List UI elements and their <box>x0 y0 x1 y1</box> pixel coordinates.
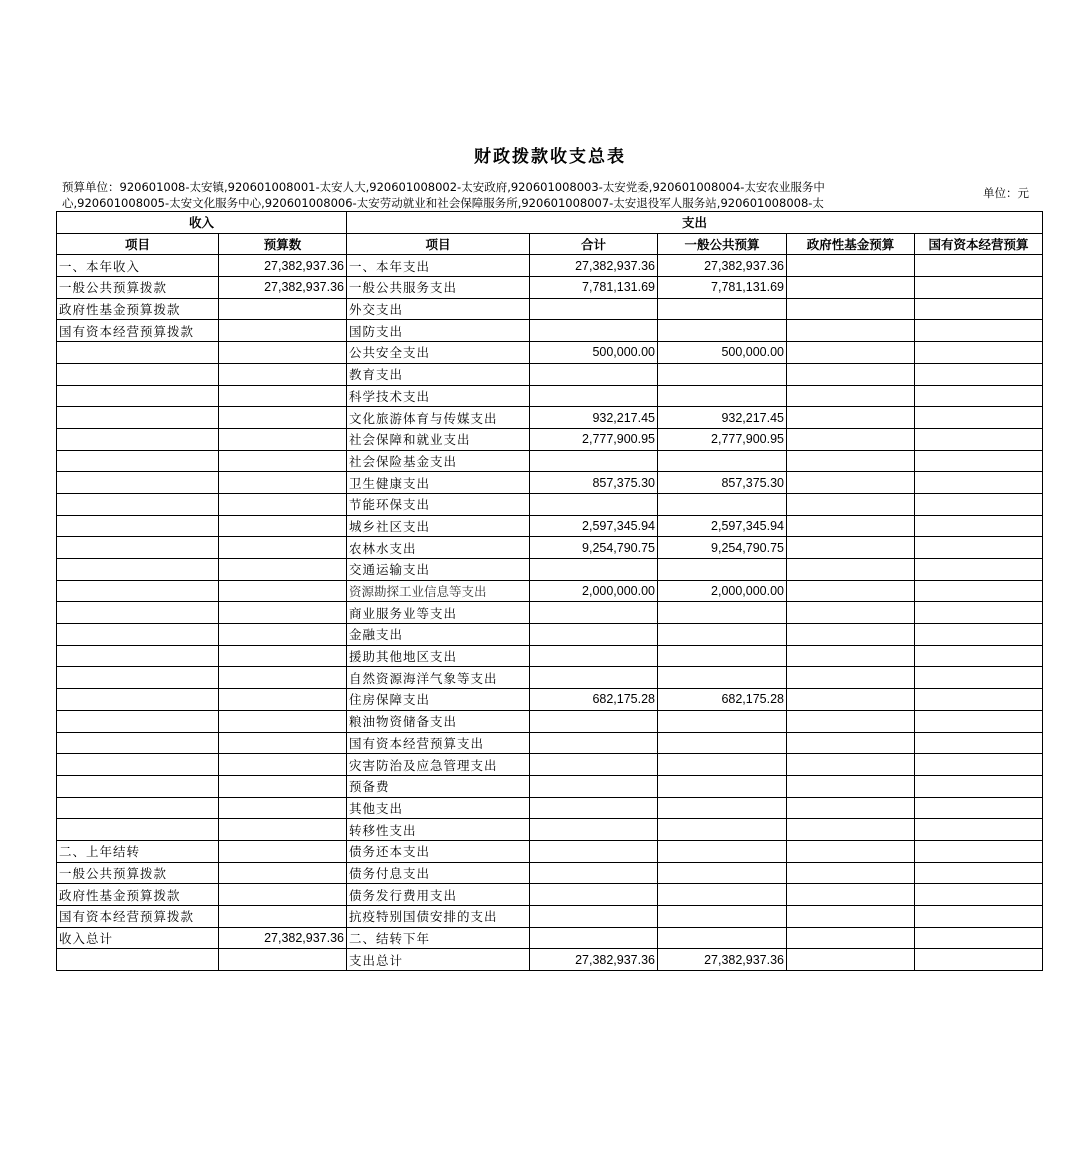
gov-fund-amount <box>787 342 915 364</box>
expense-item: 预备费 <box>347 775 530 797</box>
expense-item: 农林水支出 <box>347 537 530 559</box>
income-item <box>57 667 219 689</box>
expense-item: 文化旅游体育与传媒支出 <box>347 407 530 429</box>
income-item <box>57 580 219 602</box>
total-amount <box>530 732 658 754</box>
gov-fund-amount <box>787 320 915 342</box>
expense-item: 转移性支出 <box>347 819 530 841</box>
income-amount <box>219 797 347 819</box>
state-capital-amount <box>915 667 1043 689</box>
table-row <box>57 515 1043 537</box>
total-amount: 9,254,790.75 <box>530 537 658 559</box>
income-amount <box>219 450 347 472</box>
gov-fund-amount <box>787 277 915 299</box>
table-row <box>57 775 1043 797</box>
table-row <box>57 363 1043 385</box>
table-row <box>57 862 1043 884</box>
general-public-amount <box>658 298 787 320</box>
table-row <box>57 667 1043 689</box>
total-amount <box>530 862 658 884</box>
gov-fund-amount <box>787 472 915 494</box>
state-capital-amount <box>915 255 1043 277</box>
gov-fund-amount <box>787 255 915 277</box>
income-item <box>57 949 219 971</box>
income-amount <box>219 624 347 646</box>
gov-fund-amount <box>787 689 915 711</box>
total-amount <box>530 602 658 624</box>
gov-fund-amount <box>787 428 915 450</box>
total-amount <box>530 320 658 342</box>
income-amount <box>219 580 347 602</box>
state-capital-amount <box>915 515 1043 537</box>
expense-item: 国有资本经营预算支出 <box>347 732 530 754</box>
income-amount <box>219 428 347 450</box>
state-capital-amount <box>915 710 1043 732</box>
income-item <box>57 385 219 407</box>
general-public-amount: 682,175.28 <box>658 689 787 711</box>
expense-item: 社会保险基金支出 <box>347 450 530 472</box>
expense-item: 一、本年支出 <box>347 255 530 277</box>
unit-label: 单位：元 <box>983 186 1029 200</box>
state-capital-amount <box>915 927 1043 949</box>
total-amount <box>530 710 658 732</box>
gov-fund-amount <box>787 407 915 429</box>
income-amount: 27,382,937.36 <box>219 277 347 299</box>
income-item: 国有资本经营预算拨款 <box>57 320 219 342</box>
table-row <box>57 320 1043 342</box>
income-item <box>57 559 219 581</box>
col-state-capital: 国有资本经营预算 <box>915 233 1043 255</box>
state-capital-amount <box>915 407 1043 429</box>
header-row-columns <box>57 233 1043 255</box>
table-row <box>57 732 1043 754</box>
gov-fund-amount <box>787 363 915 385</box>
total-amount: 932,217.45 <box>530 407 658 429</box>
general-public-amount <box>658 624 787 646</box>
general-public-amount: 857,375.30 <box>658 472 787 494</box>
income-amount <box>219 710 347 732</box>
income-item <box>57 754 219 776</box>
total-amount <box>530 754 658 776</box>
state-capital-amount <box>915 493 1043 515</box>
total-amount <box>530 385 658 407</box>
general-public-amount <box>658 927 787 949</box>
income-item <box>57 515 219 537</box>
total-amount: 2,597,345.94 <box>530 515 658 537</box>
col-expense-item: 项目 <box>347 233 530 255</box>
total-amount: 500,000.00 <box>530 342 658 364</box>
expense-item: 科学技术支出 <box>347 385 530 407</box>
table-row <box>57 884 1043 906</box>
income-item: 二、上年结转 <box>57 840 219 862</box>
state-capital-amount <box>915 277 1043 299</box>
expense-item: 交通运输支出 <box>347 559 530 581</box>
expense-item: 资源勘探工业信息等支出 <box>347 580 530 602</box>
state-capital-amount <box>915 580 1043 602</box>
total-amount <box>530 927 658 949</box>
state-capital-amount <box>915 428 1043 450</box>
income-item <box>57 710 219 732</box>
gov-fund-amount <box>787 862 915 884</box>
income-amount <box>219 385 347 407</box>
income-amount <box>219 949 347 971</box>
income-item <box>57 363 219 385</box>
state-capital-amount <box>915 298 1043 320</box>
expense-item: 商业服务业等支出 <box>347 602 530 624</box>
state-capital-amount <box>915 862 1043 884</box>
total-amount: 2,000,000.00 <box>530 580 658 602</box>
expense-item: 抗疫特别国债安排的支出 <box>347 906 530 928</box>
expense-item: 债务付息支出 <box>347 862 530 884</box>
income-amount <box>219 320 347 342</box>
total-amount <box>530 906 658 928</box>
income-amount: 27,382,937.36 <box>219 927 347 949</box>
general-public-amount <box>658 450 787 472</box>
general-public-amount <box>658 602 787 624</box>
gov-fund-amount <box>787 927 915 949</box>
gov-fund-amount <box>787 797 915 819</box>
table-row <box>57 645 1043 667</box>
state-capital-amount <box>915 342 1043 364</box>
state-capital-amount <box>915 840 1043 862</box>
general-public-amount: 7,781,131.69 <box>658 277 787 299</box>
income-item <box>57 472 219 494</box>
gov-fund-amount <box>787 819 915 841</box>
general-public-amount <box>658 667 787 689</box>
general-public-amount <box>658 732 787 754</box>
gov-fund-amount <box>787 515 915 537</box>
expense-item: 住房保障支出 <box>347 689 530 711</box>
income-amount: 27,382,937.36 <box>219 255 347 277</box>
gov-fund-amount <box>787 450 915 472</box>
general-public-amount <box>658 559 787 581</box>
total-amount <box>530 559 658 581</box>
table-row <box>57 927 1043 949</box>
general-public-amount: 27,382,937.36 <box>658 949 787 971</box>
general-public-amount <box>658 363 787 385</box>
table-row <box>57 602 1043 624</box>
income-amount <box>219 602 347 624</box>
gov-fund-amount <box>787 906 915 928</box>
general-public-amount: 2,000,000.00 <box>658 580 787 602</box>
col-income-item: 项目 <box>57 233 219 255</box>
total-amount <box>530 363 658 385</box>
state-capital-amount <box>915 689 1043 711</box>
header-row-groups <box>57 212 1043 234</box>
income-amount <box>219 819 347 841</box>
table-row <box>57 472 1043 494</box>
table-row <box>57 298 1043 320</box>
table-row <box>57 624 1043 646</box>
state-capital-amount <box>915 363 1043 385</box>
income-item <box>57 645 219 667</box>
income-amount <box>219 363 347 385</box>
income-amount <box>219 407 347 429</box>
income-item: 收入总计 <box>57 927 219 949</box>
total-amount <box>530 450 658 472</box>
income-amount <box>219 884 347 906</box>
state-capital-amount <box>915 949 1043 971</box>
state-capital-amount <box>915 906 1043 928</box>
general-public-amount <box>658 775 787 797</box>
gov-fund-amount <box>787 298 915 320</box>
income-item <box>57 602 219 624</box>
income-item: 国有资本经营预算拨款 <box>57 906 219 928</box>
gov-fund-amount <box>787 385 915 407</box>
income-item <box>57 537 219 559</box>
general-public-amount: 2,597,345.94 <box>658 515 787 537</box>
expense-item: 灾害防治及应急管理支出 <box>347 754 530 776</box>
gov-fund-amount <box>787 667 915 689</box>
total-amount <box>530 775 658 797</box>
total-amount <box>530 667 658 689</box>
state-capital-amount <box>915 385 1043 407</box>
total-amount <box>530 493 658 515</box>
income-item <box>57 819 219 841</box>
table-row <box>57 710 1043 732</box>
income-amount <box>219 342 347 364</box>
budget-table <box>56 211 1043 971</box>
expense-item: 卫生健康支出 <box>347 472 530 494</box>
income-amount <box>219 537 347 559</box>
income-amount <box>219 689 347 711</box>
table-row <box>57 949 1043 971</box>
total-amount: 2,777,900.95 <box>530 428 658 450</box>
gov-fund-amount <box>787 537 915 559</box>
gov-fund-amount <box>787 754 915 776</box>
total-amount <box>530 624 658 646</box>
table-row <box>57 493 1043 515</box>
general-public-amount: 500,000.00 <box>658 342 787 364</box>
total-amount: 27,382,937.36 <box>530 949 658 971</box>
gov-fund-amount <box>787 884 915 906</box>
income-amount <box>219 906 347 928</box>
expense-header: 支出 <box>347 212 1043 234</box>
income-item: 一、本年收入 <box>57 255 219 277</box>
expense-item: 支出总计 <box>347 949 530 971</box>
general-public-amount <box>658 840 787 862</box>
income-amount <box>219 862 347 884</box>
income-item: 政府性基金预算拨款 <box>57 298 219 320</box>
state-capital-amount <box>915 819 1043 841</box>
gov-fund-amount <box>787 775 915 797</box>
total-amount: 682,175.28 <box>530 689 658 711</box>
expense-item: 社会保障和就业支出 <box>347 428 530 450</box>
total-amount <box>530 797 658 819</box>
gov-fund-amount <box>787 949 915 971</box>
total-amount: 27,382,937.36 <box>530 255 658 277</box>
income-item <box>57 428 219 450</box>
state-capital-amount <box>915 624 1043 646</box>
income-amount <box>219 667 347 689</box>
table-row <box>57 407 1043 429</box>
general-public-amount <box>658 493 787 515</box>
general-public-amount <box>658 320 787 342</box>
page-title: 财政拨款收支总表 <box>474 147 626 167</box>
col-gov-fund: 政府性基金预算 <box>787 233 915 255</box>
expense-item: 粮油物资储备支出 <box>347 710 530 732</box>
expense-item: 公共安全支出 <box>347 342 530 364</box>
income-amount <box>219 732 347 754</box>
income-amount <box>219 472 347 494</box>
gov-fund-amount <box>787 710 915 732</box>
income-amount <box>219 559 347 581</box>
state-capital-amount <box>915 732 1043 754</box>
income-amount <box>219 840 347 862</box>
expense-item: 外交支出 <box>347 298 530 320</box>
expense-item: 金融支出 <box>347 624 530 646</box>
state-capital-amount <box>915 754 1043 776</box>
table-row <box>57 255 1043 277</box>
state-capital-amount <box>915 602 1043 624</box>
income-item: 政府性基金预算拨款 <box>57 884 219 906</box>
expense-item: 债务发行费用支出 <box>347 884 530 906</box>
state-capital-amount <box>915 537 1043 559</box>
table-row <box>57 385 1043 407</box>
gov-fund-amount <box>787 580 915 602</box>
general-public-amount <box>658 710 787 732</box>
table-row <box>57 342 1043 364</box>
general-public-amount <box>658 797 787 819</box>
table-row <box>57 689 1043 711</box>
income-amount <box>219 515 347 537</box>
general-public-amount: 9,254,790.75 <box>658 537 787 559</box>
expense-item: 节能环保支出 <box>347 493 530 515</box>
total-amount: 857,375.30 <box>530 472 658 494</box>
table-row <box>57 580 1043 602</box>
col-total: 合计 <box>530 233 658 255</box>
expense-item: 二、结转下年 <box>347 927 530 949</box>
income-item <box>57 450 219 472</box>
income-amount <box>219 645 347 667</box>
gov-fund-amount <box>787 602 915 624</box>
table-row <box>57 537 1043 559</box>
table-body <box>57 255 1043 971</box>
gov-fund-amount <box>787 645 915 667</box>
income-item <box>57 732 219 754</box>
expense-item: 一般公共服务支出 <box>347 277 530 299</box>
total-amount <box>530 645 658 667</box>
table-row <box>57 559 1043 581</box>
income-item <box>57 624 219 646</box>
budget-unit-text: 预算单位：920601008-太安镇,920601008001-太安人大,920601008002-太安政府,920601008003-太安党委,920601008004-太安农业服务中心,920601008005-太安文化服务中心,920601008006-太安劳动就业和社会保障服务所,920601008007-太安退役军人服务站,920601008008-太 <box>62 180 825 210</box>
col-general-public: 一般公共预算 <box>658 233 787 255</box>
expense-item: 国防支出 <box>347 320 530 342</box>
table-row <box>57 428 1043 450</box>
income-item <box>57 342 219 364</box>
general-public-amount <box>658 819 787 841</box>
income-item: 一般公共预算拨款 <box>57 277 219 299</box>
table-row <box>57 906 1043 928</box>
expense-item: 援助其他地区支出 <box>347 645 530 667</box>
gov-fund-amount <box>787 732 915 754</box>
table-row <box>57 754 1043 776</box>
income-item <box>57 689 219 711</box>
state-capital-amount <box>915 884 1043 906</box>
expense-item: 其他支出 <box>347 797 530 819</box>
gov-fund-amount <box>787 840 915 862</box>
table-row <box>57 797 1043 819</box>
income-amount <box>219 775 347 797</box>
income-item <box>57 407 219 429</box>
table-row <box>57 840 1043 862</box>
state-capital-amount <box>915 559 1043 581</box>
total-amount <box>530 819 658 841</box>
state-capital-amount <box>915 320 1043 342</box>
state-capital-amount <box>915 797 1043 819</box>
state-capital-amount <box>915 645 1043 667</box>
expense-item: 教育支出 <box>347 363 530 385</box>
expense-item: 自然资源海洋气象等支出 <box>347 667 530 689</box>
income-item: 一般公共预算拨款 <box>57 862 219 884</box>
gov-fund-amount <box>787 493 915 515</box>
state-capital-amount <box>915 775 1043 797</box>
gov-fund-amount <box>787 559 915 581</box>
income-item <box>57 775 219 797</box>
total-amount <box>530 840 658 862</box>
general-public-amount: 2,777,900.95 <box>658 428 787 450</box>
general-public-amount <box>658 645 787 667</box>
col-budget-amount: 预算数 <box>219 233 347 255</box>
table-row <box>57 450 1043 472</box>
total-amount <box>530 884 658 906</box>
general-public-amount <box>658 754 787 776</box>
general-public-amount: 27,382,937.36 <box>658 255 787 277</box>
income-amount <box>219 493 347 515</box>
income-item <box>57 797 219 819</box>
income-item <box>57 493 219 515</box>
state-capital-amount <box>915 450 1043 472</box>
table-row <box>57 819 1043 841</box>
expense-item: 债务还本支出 <box>347 840 530 862</box>
total-amount: 7,781,131.69 <box>530 277 658 299</box>
income-amount <box>219 298 347 320</box>
income-header: 收入 <box>57 212 347 234</box>
general-public-amount <box>658 385 787 407</box>
general-public-amount: 932,217.45 <box>658 407 787 429</box>
income-amount <box>219 754 347 776</box>
general-public-amount <box>658 884 787 906</box>
gov-fund-amount <box>787 624 915 646</box>
expense-item: 城乡社区支出 <box>347 515 530 537</box>
table-row <box>57 277 1043 299</box>
total-amount <box>530 298 658 320</box>
state-capital-amount <box>915 472 1043 494</box>
general-public-amount <box>658 862 787 884</box>
general-public-amount <box>658 906 787 928</box>
